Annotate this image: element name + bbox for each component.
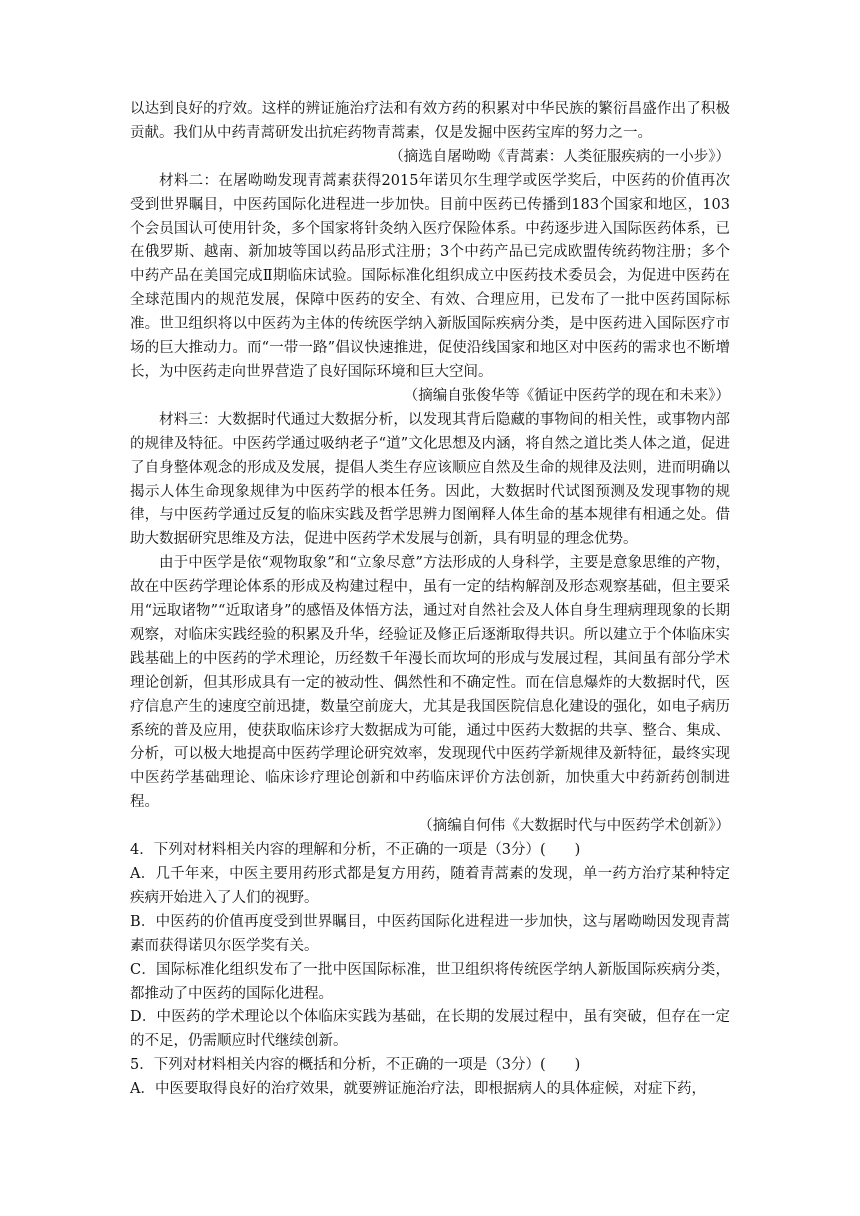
document-page	[130, 98, 730, 1102]
question-5-option-a: A．中医要取得良好的治疗效果，就要辨证施治疗法，即根据病人的具体症候，对症下药，	[130, 1081, 706, 1098]
question-4-option-c: C．国际标准化组织发布了一批中医国际标准，世卫组织将传统医学纳人新版国际疾病分类，都推动了中医药的国际化进程。	[130, 961, 730, 1002]
question-5-stem: 5．下列对材料相关内容的概括和分析，不正确的一项是（3分）( )	[130, 1057, 581, 1074]
question-4-stem: 4．下列对材料相关内容的理解和分析，不正确的一项是（3分）( )	[130, 842, 581, 859]
source-citation: （摘编自张俊华等《循证中医药学的现在和未来》）	[403, 387, 730, 404]
question-4-option-a: A．几千年来，中医主要用药形式都是复方用药，随着青蒿素的发现，单一药方治疗某种特定疾病开始进入了人们的视野。	[130, 866, 730, 906]
paragraph-material-three: 材料三：大数据时代通过大数据分析，以发现其背后隐藏的事物间的相关性，或事物内部的规律及特征。中医药学通过吸纳老子“道”文化思想及内涵，将自然之道比类人体之道，促进了自身整体观念的形成及发展，提倡人类生存应该顺应自然及生命的规律及法则，进而明确以揭示人体生命现象规律为中医药学的根本任务。因此，大数据时代试图预测及发现事物的规律，与中医药学通过反复的临床实践及哲学思辨力图阐释人体生命的基本规律有相通之处。借助大数据研究思维及方法，促进中医药学术发展与创新，具有明显的理念优势。	[130, 411, 730, 548]
question-4-option-b: B．中医药的价值再度受到世界瞩目，中医药国际化进程进一步加快，这与屠呦呦因发现青蒿素而获得诺贝尔医学奖有关。	[130, 913, 730, 954]
source-citation: （摘编自何伟《大数据时代与中医药学术创新》）	[418, 818, 730, 835]
paragraph-material-one-end: 以达到良好的疗效。这样的辨证施治疗法和有效方药的积累对中华民族的繁衍昌盛作出了积极贡献。我们从中药青蒿研发出抗疟药物青蒿素，仅是发掘中医药宝库的努力之一。	[130, 101, 730, 141]
paragraph-material-three-continued: 由于中医学是依“观物取象”和“立象尽意”方法形成的人身科学，主要是意象思维的产物，故在中医药学理论体系的形成及构建过程中，虽有一定的结构解剖及形态观察基础，但主要采用“远取诸物”“近取诸身”的感悟及体悟方法，通过对自然社会及人体自身生理病理现象的长期观察，对临床实践经验的积累及升华，经验证及修正后逐渐取得共识。所以建立于个体临床实践基础上的中医药的学术理论，历经数千年漫长而坎坷的形成与发展过程，其间虽有部分学术理论创新，但其形成具有一定的被动性、偶然性和不确定性。而在信息爆炸的大数据时代，医疗信息产生的速度空前迅捷，数量空前庞大，尤其是我国医院信息化建设的强化，如电子病历系统的普及应用，使获取临床诊疗大数据成为可能，通过中医药大数据的共享、整合、集成、分析，可以极大地提高中医药学理论研究效率，发现现代中医药学新规律及新特征，最终实现中医药学基础理论、临床诊疗理论创新和中药临床评价方法创新，加快重大中药新药创制进程。	[130, 555, 730, 811]
source-citation: （摘选自屠呦呦《青蒿素：人类征服疾病的一小步》）	[389, 148, 730, 165]
question-4-option-d: D．中医药的学术理论以个体临床实践为基础，在长期的发展过程中，虽有突破，但存在一定的不足，仍需顺应时代继续创新。	[130, 1009, 730, 1050]
paragraph-material-two: 材料二：在屠呦呦发现青蒿素获得2015年诺贝尔生理学或医学奖后，中医药的价值再次受到世界瞩目，中医药国际化进程进一步加快。目前中医药已传播到183个国家和地区，103个会员国认可使用针灸，多个国家将针灸纳入医疗保险体系。中药逐步进入国际医药体系，已在俄罗斯、越南、新加坡等国以药品形式注册；3个中药产品已完成欧盟传统药物注册；多个中药产品在美国完成Ⅱ期临床试验。国际标准化组织成立中医药技术委员会，为促进中医药在全球范围内的规范发展，保障中医药的安全、有效、合理应用，已发布了一批中医药国际标准。世卫组织将以中医药为主体的传统医学纳入新版国际疾病分类，是中医药进入国际医疗市场的巨大推动力。而“一带一路”倡议快速推进，促使沿线国家和地区对中医药的需求也不断增长，为中医药走向世界营造了良好国际环境和巨大空间。	[130, 172, 730, 380]
